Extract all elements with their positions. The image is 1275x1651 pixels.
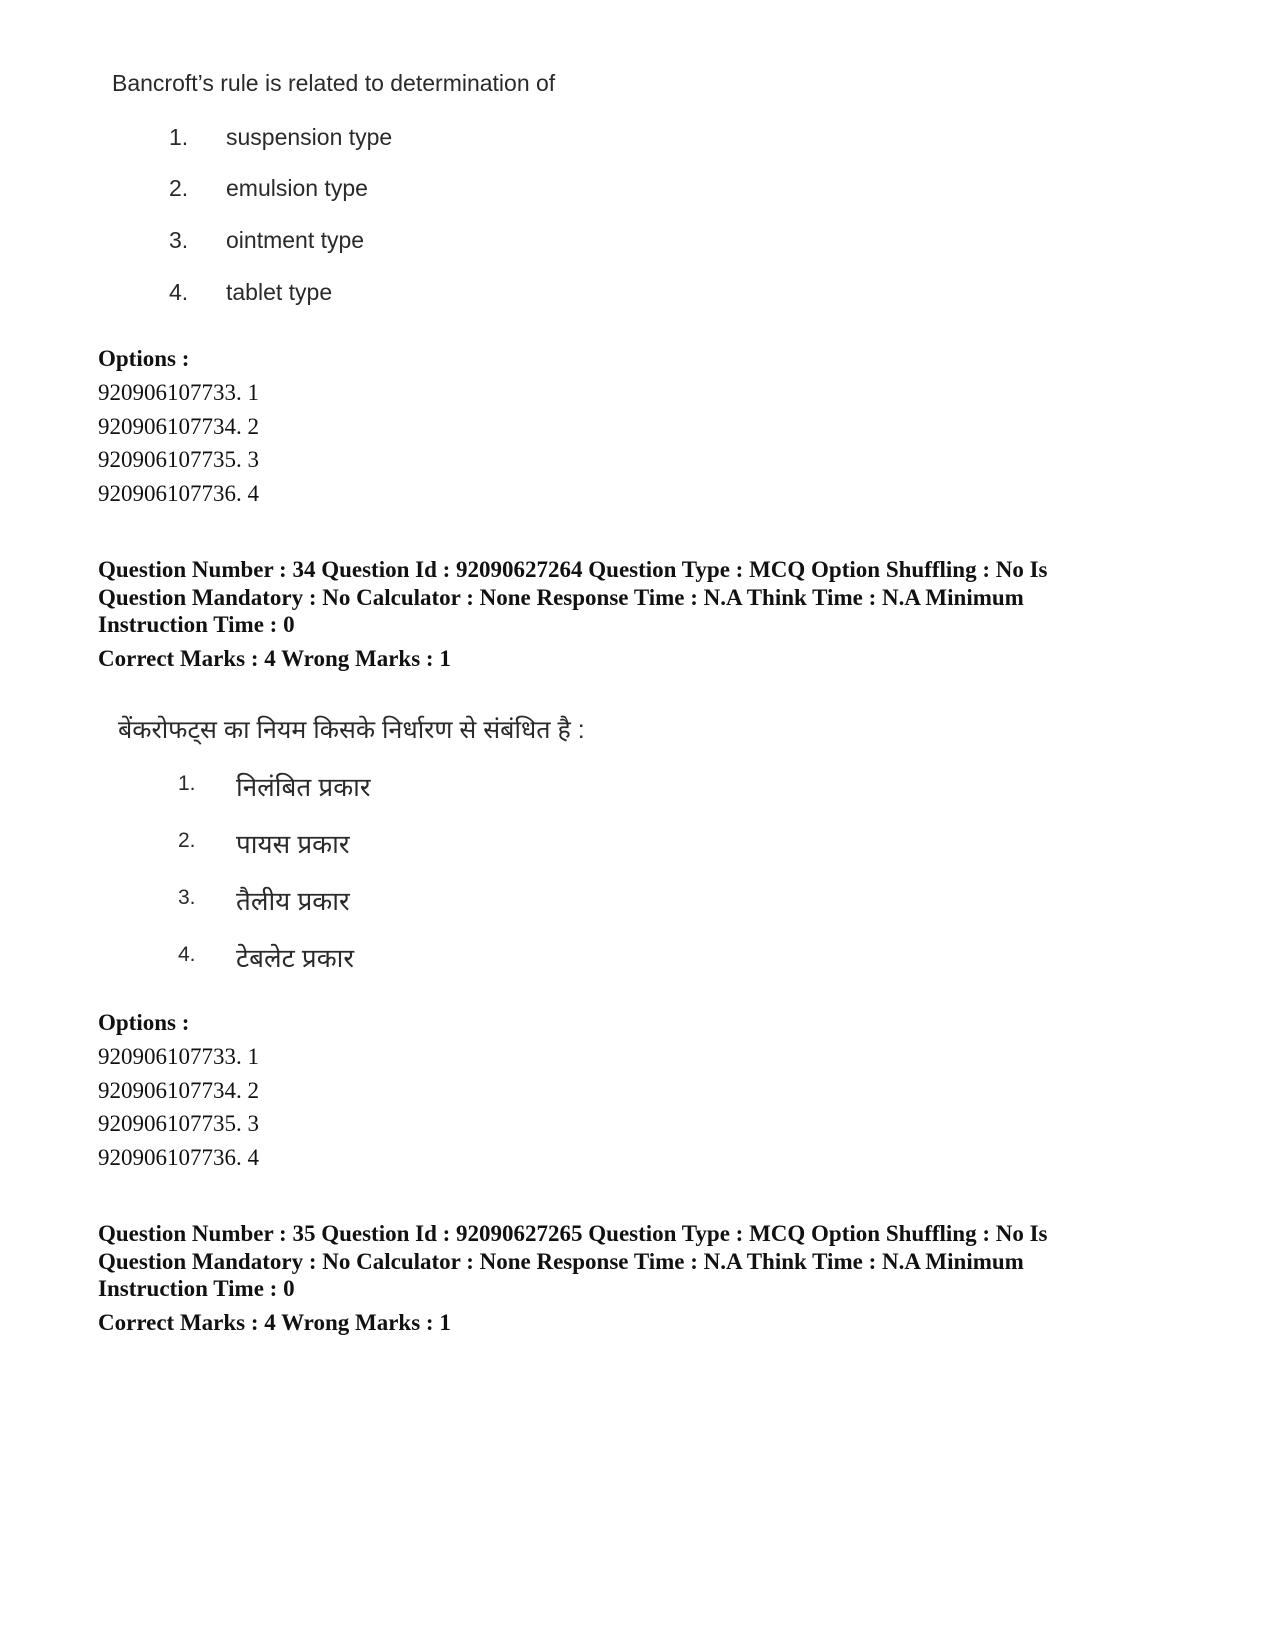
question-marks: Correct Marks : 4 Wrong Marks : 1	[98, 1310, 451, 1335]
choice-text: पायस प्रकार	[236, 829, 350, 859]
choice-text: emulsion type	[226, 175, 368, 201]
question-meta-line: Instruction Time : 0	[98, 612, 295, 637]
choice-text: tablet type	[226, 279, 333, 305]
choice-number: 3.	[169, 227, 189, 253]
choice-number: 2.	[178, 829, 196, 852]
choice-number: 3.	[178, 886, 196, 909]
choice-number: 4.	[169, 279, 189, 305]
question-meta-line: Question Number : 34 Question Id : 92090627264 Question Type : MCQ Option Shuffling : No Is	[98, 557, 1048, 582]
options-label: Options :	[98, 346, 190, 371]
choice-text: निलंबित प्रकार	[236, 772, 371, 802]
question-meta-line: Instruction Time : 0	[98, 1276, 295, 1301]
question-meta-line: Question Mandatory : No Calculator : None Response Time : N.A Think Time : N.A Minimum	[98, 1249, 1024, 1274]
option-row: 920906107734. 2	[98, 414, 259, 439]
choice-text: तैलीय प्रकार	[236, 886, 350, 916]
question-stem: बेंकरोफट्स का नियम किसके निर्धारण से संबंधित है :	[118, 716, 585, 744]
question-meta-line: Question Mandatory : No Calculator : None Response Time : N.A Think Time : N.A Minimum	[98, 585, 1024, 610]
option-row: 920906107735. 3	[98, 447, 259, 472]
option-row: 920906107733. 1	[98, 380, 259, 405]
question-image-hindi	[118, 712, 718, 982]
option-row: 920906107733. 1	[98, 1044, 259, 1069]
option-row: 920906107736. 4	[98, 481, 259, 506]
options-label: Options :	[98, 1010, 190, 1035]
choice-text: suspension type	[226, 124, 393, 150]
question-stem: Bancroft’s rule is related to determination of	[112, 70, 556, 96]
option-row: 920906107736. 4	[98, 1145, 259, 1170]
question-meta-line: Question Number : 35 Question Id : 92090627265 Question Type : MCQ Option Shuffling : No Is	[98, 1221, 1048, 1246]
choice-number: 1.	[178, 772, 196, 795]
choice-text: टेबलेट प्रकार	[236, 943, 355, 973]
choice-number: 4.	[178, 943, 196, 966]
choice-number: 1.	[169, 124, 189, 150]
question-marks: Correct Marks : 4 Wrong Marks : 1	[98, 646, 451, 671]
option-row: 920906107734. 2	[98, 1078, 259, 1103]
choice-number: 2.	[169, 175, 189, 201]
choice-text: ointment type	[226, 227, 365, 253]
question-image-english	[112, 70, 672, 320]
option-row: 920906107735. 3	[98, 1111, 259, 1136]
